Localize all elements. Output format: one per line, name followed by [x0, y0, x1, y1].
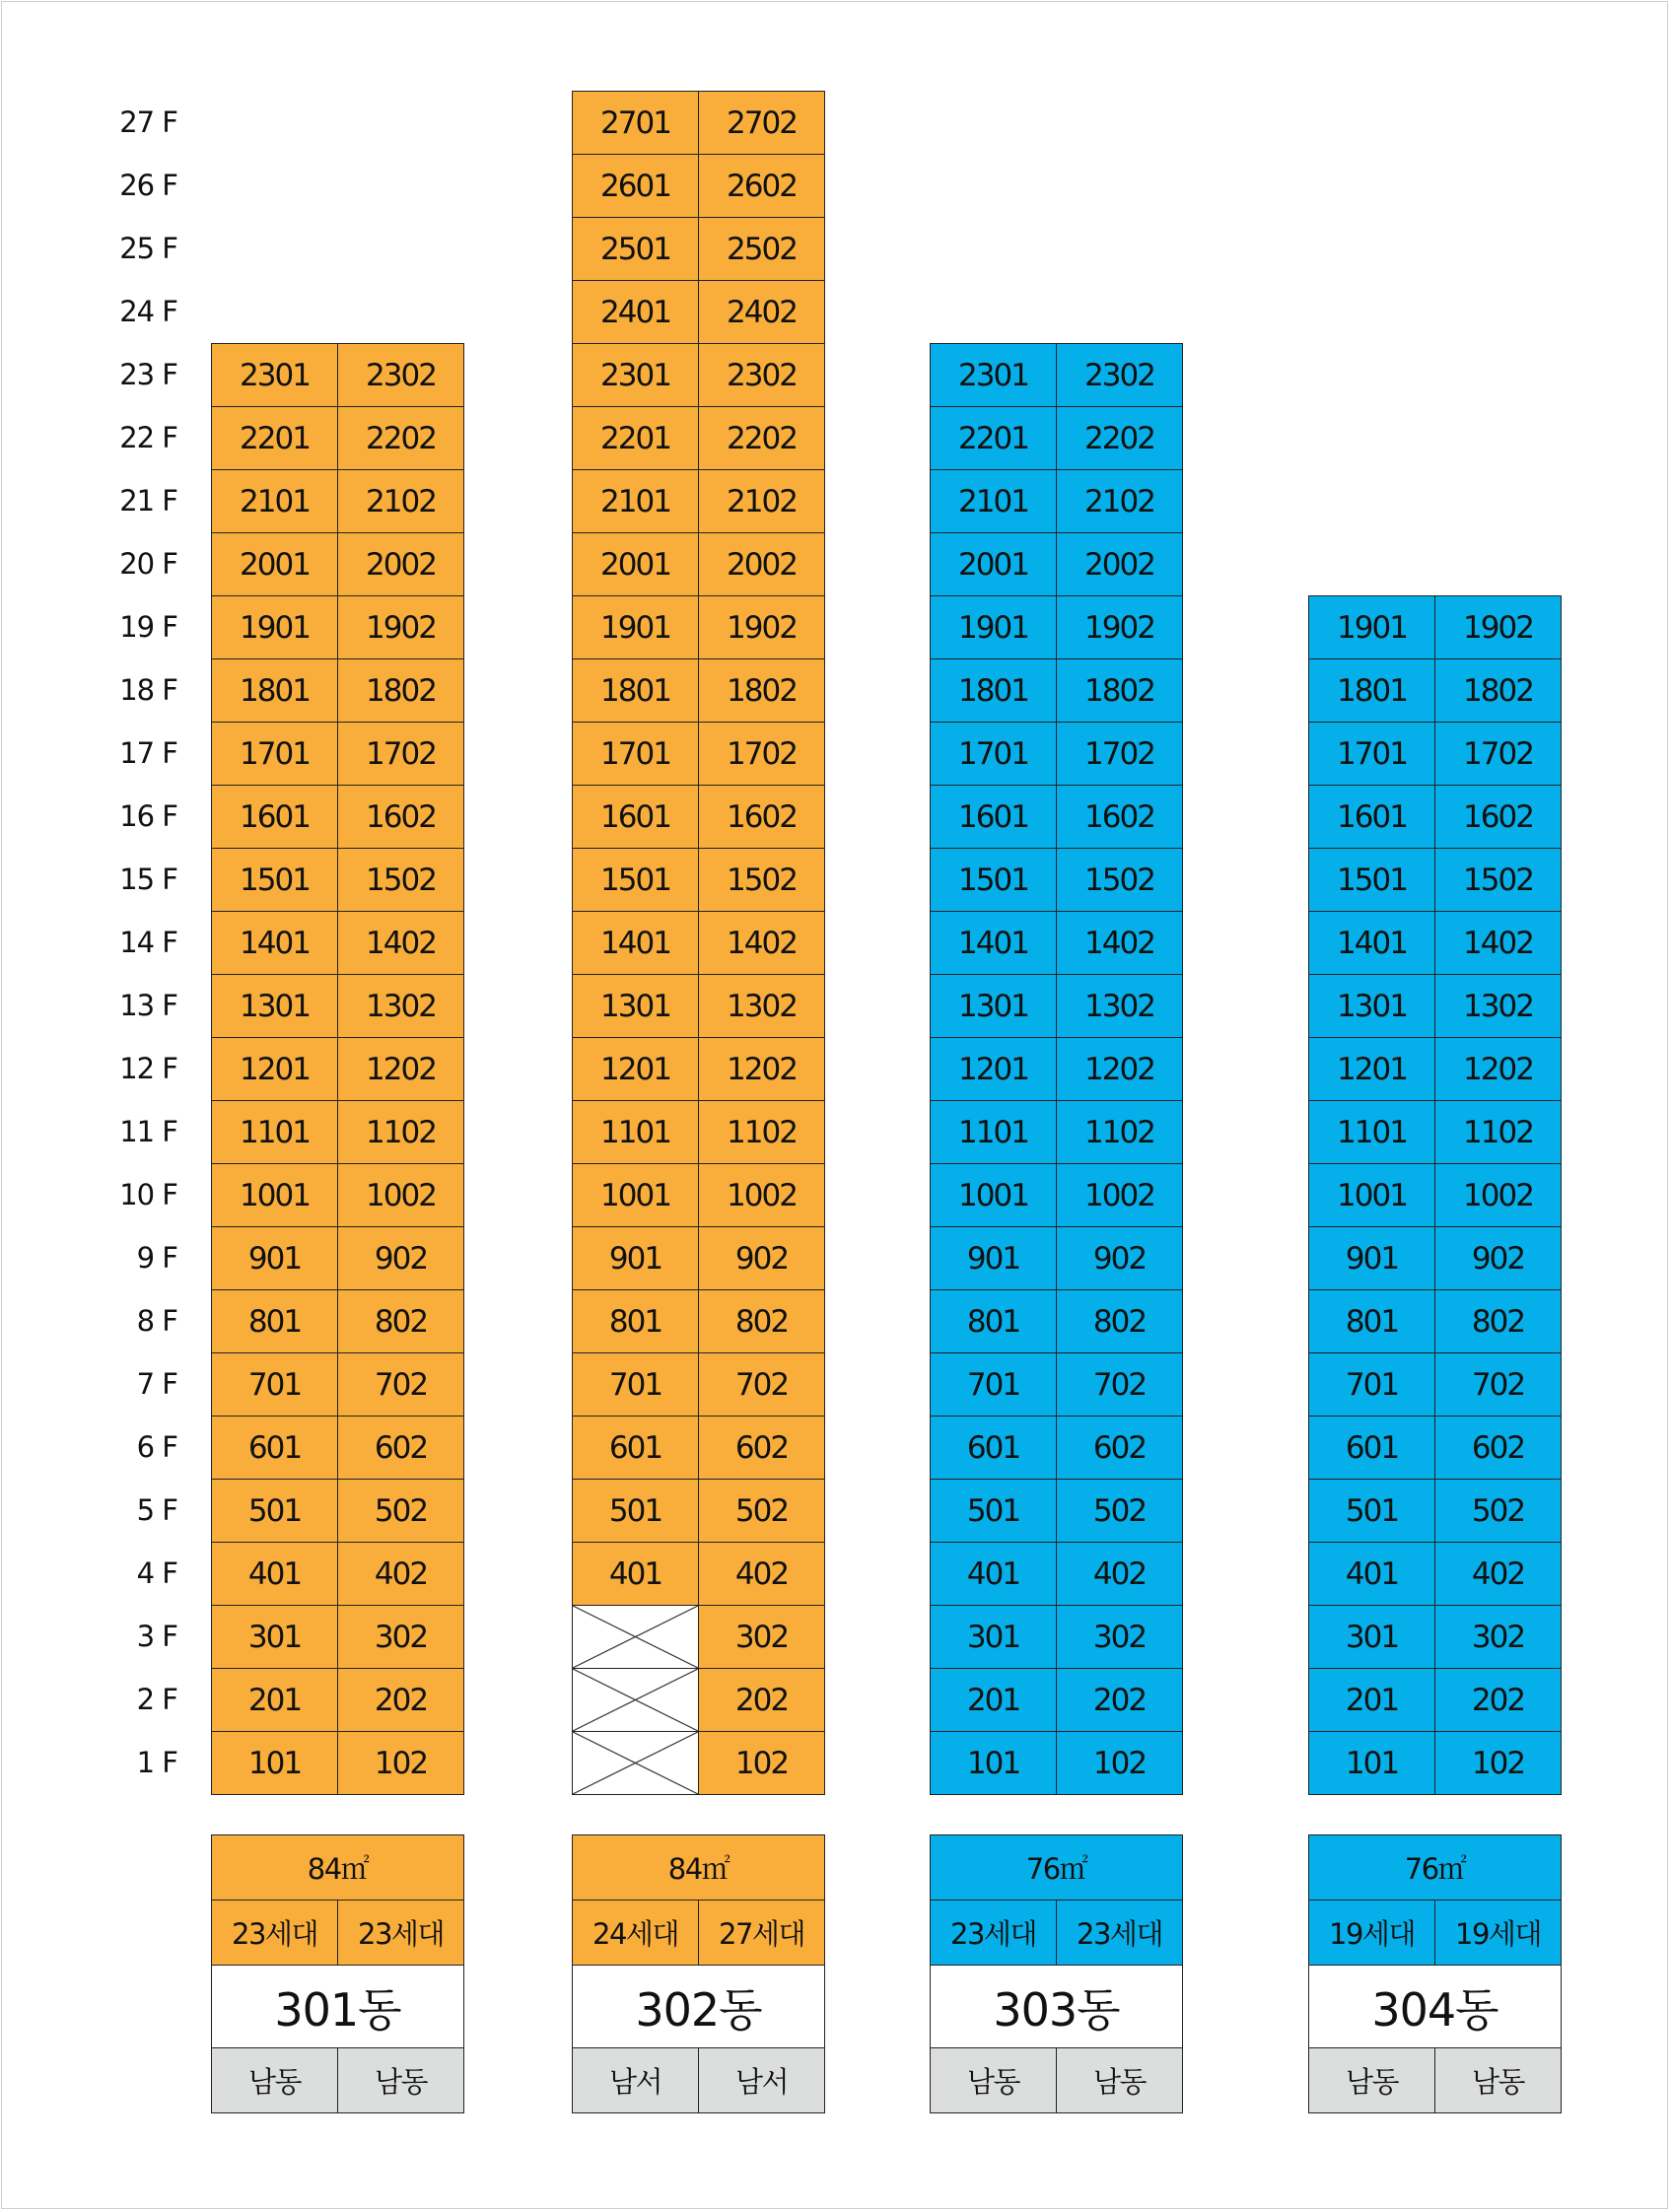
- unit-cell: 1802: [1056, 658, 1183, 723]
- household-count: 23세대: [211, 1900, 338, 1966]
- unit-cell: 1601: [572, 785, 699, 849]
- floor-label: 15 F: [119, 863, 177, 896]
- orientation: 남동: [930, 2047, 1057, 2113]
- orientation: 남동: [1056, 2047, 1183, 2113]
- unit-cell: 2201: [211, 406, 338, 470]
- unit-cell: 2702: [698, 91, 825, 155]
- unit-cell: 1901: [211, 595, 338, 659]
- unit-cell: 401: [930, 1542, 1057, 1606]
- floor-label: 13 F: [119, 989, 177, 1022]
- unit-cell: 901: [572, 1226, 699, 1290]
- floor-label: 2 F: [136, 1683, 177, 1716]
- unit-cell: 1002: [1056, 1163, 1183, 1227]
- unit-cell: 2001: [572, 532, 699, 596]
- unit-cell: 2102: [337, 469, 464, 533]
- unit-cell: 2102: [1056, 469, 1183, 533]
- unit-cell: 1302: [1434, 974, 1562, 1038]
- unit-cell: 202: [337, 1668, 464, 1732]
- floor-label: 25 F: [119, 232, 177, 265]
- unit-cell: 202: [1056, 1668, 1183, 1732]
- unit-cell: 1501: [930, 848, 1057, 912]
- unit-cell: 302: [1434, 1605, 1562, 1669]
- unit-cell: 102: [337, 1731, 464, 1795]
- unit-cell: 2502: [698, 217, 825, 281]
- unit-cell: 701: [572, 1352, 699, 1417]
- unit-cell: 1201: [572, 1037, 699, 1101]
- floor-label: 27 F: [119, 105, 177, 139]
- unit-cell: 502: [1056, 1479, 1183, 1543]
- unit-cell: 2101: [211, 469, 338, 533]
- unit-cell: 1202: [337, 1037, 464, 1101]
- unit-cell: 702: [1434, 1352, 1562, 1417]
- unit-cell: 2302: [1056, 343, 1183, 407]
- crossed-out-icon: [573, 1669, 698, 1731]
- unit-cell: 2301: [211, 343, 338, 407]
- unit-cell: 1201: [1308, 1037, 1435, 1101]
- unit-cell: 1102: [1434, 1100, 1562, 1164]
- unit-cell: 2402: [698, 280, 825, 344]
- unit-cell: 1902: [337, 595, 464, 659]
- unit-cell: 902: [1056, 1226, 1183, 1290]
- unit-cell: 802: [698, 1289, 825, 1353]
- unit-cell: 1202: [1056, 1037, 1183, 1101]
- unit-cell: 1801: [211, 658, 338, 723]
- unit-cell: 901: [1308, 1226, 1435, 1290]
- orientation: 남서: [572, 2047, 699, 2113]
- unit-cell: 1302: [1056, 974, 1183, 1038]
- unit-cell: 1401: [1308, 911, 1435, 975]
- unit-area: 76㎡: [1308, 1834, 1562, 1901]
- unit-cell: 1602: [1434, 785, 1562, 849]
- unit-cell: 1101: [1308, 1100, 1435, 1164]
- unit-cell: 1601: [1308, 785, 1435, 849]
- orientation: 남동: [337, 2047, 464, 2113]
- floor-label: 17 F: [119, 736, 177, 770]
- unit-cell: 601: [211, 1416, 338, 1480]
- floor-label: 10 F: [119, 1178, 177, 1211]
- unit-cell: 1902: [698, 595, 825, 659]
- unit-cell: 502: [698, 1479, 825, 1543]
- unit-cell: 101: [930, 1731, 1057, 1795]
- unit-cell: 1501: [211, 848, 338, 912]
- floor-label: 23 F: [119, 358, 177, 391]
- unit-cell: 2302: [698, 343, 825, 407]
- unit-cell: 2401: [572, 280, 699, 344]
- unit-cell: 402: [337, 1542, 464, 1606]
- unit-cell: 1202: [1434, 1037, 1562, 1101]
- unit-cell: 1901: [930, 595, 1057, 659]
- orientation: 남서: [698, 2047, 825, 2113]
- unit-cell: 1501: [1308, 848, 1435, 912]
- unit-cell: 1002: [698, 1163, 825, 1227]
- floor-label: 8 F: [136, 1304, 177, 1338]
- unit-cell: 1401: [211, 911, 338, 975]
- unit-cell: 1901: [572, 595, 699, 659]
- unit-cell: 1001: [1308, 1163, 1435, 1227]
- unit-cell: 1002: [337, 1163, 464, 1227]
- unit-area: 84㎡: [572, 1834, 825, 1901]
- unit-cell: 1502: [1056, 848, 1183, 912]
- unit-cell: 1301: [930, 974, 1057, 1038]
- floor-label: 6 F: [136, 1430, 177, 1464]
- unit-cell: 902: [1434, 1226, 1562, 1290]
- unit-cell: 1602: [1056, 785, 1183, 849]
- unit-cell: 102: [1056, 1731, 1183, 1795]
- unit-cell: 1601: [930, 785, 1057, 849]
- unit-cell: 501: [572, 1479, 699, 1543]
- orientation: 남동: [1434, 2047, 1562, 2113]
- unit-cell: 401: [1308, 1542, 1435, 1606]
- unit-cell: 1401: [572, 911, 699, 975]
- unit-cell: 2002: [698, 532, 825, 596]
- unit-cell: 2002: [337, 532, 464, 596]
- unit-cell: 901: [930, 1226, 1057, 1290]
- unit-cell: 1202: [698, 1037, 825, 1101]
- unit-cell: 1702: [698, 722, 825, 786]
- household-count: 23세대: [1056, 1900, 1183, 1966]
- unit-cell: 1702: [1434, 722, 1562, 786]
- unit-cell: 1502: [698, 848, 825, 912]
- floor-label: 16 F: [119, 799, 177, 833]
- unit-cell: 902: [337, 1226, 464, 1290]
- unit-cell: 1601: [211, 785, 338, 849]
- unit-cell: 201: [1308, 1668, 1435, 1732]
- unit-cell: 101: [1308, 1731, 1435, 1795]
- unit-cell: 901: [211, 1226, 338, 1290]
- unit-cell: 1101: [211, 1100, 338, 1164]
- floor-label: 19 F: [119, 610, 177, 644]
- unit-cell: 202: [1434, 1668, 1562, 1732]
- unit-cell: 401: [211, 1542, 338, 1606]
- unit-cell: 301: [930, 1605, 1057, 1669]
- empty-unit: [572, 1668, 699, 1732]
- unit-cell: 601: [572, 1416, 699, 1480]
- unit-cell: 2701: [572, 91, 699, 155]
- household-count: 23세대: [930, 1900, 1057, 1966]
- floor-label: 14 F: [119, 926, 177, 959]
- unit-cell: 2602: [698, 154, 825, 218]
- unit-cell: 501: [930, 1479, 1057, 1543]
- building-name: 302동: [572, 1965, 825, 2048]
- floor-label: 26 F: [119, 169, 177, 202]
- floor-label: 24 F: [119, 295, 177, 328]
- unit-cell: 1902: [1056, 595, 1183, 659]
- unit-cell: 701: [1308, 1352, 1435, 1417]
- unit-cell: 2102: [698, 469, 825, 533]
- unit-cell: 2301: [572, 343, 699, 407]
- unit-cell: 2101: [572, 469, 699, 533]
- unit-cell: 602: [337, 1416, 464, 1480]
- unit-cell: 1801: [572, 658, 699, 723]
- unit-cell: 801: [930, 1289, 1057, 1353]
- floor-label: 1 F: [136, 1746, 177, 1779]
- unit-cell: 902: [698, 1226, 825, 1290]
- unit-cell: 302: [698, 1605, 825, 1669]
- unit-cell: 2201: [930, 406, 1057, 470]
- household-count: 19세대: [1308, 1900, 1435, 1966]
- floor-label: 5 F: [136, 1493, 177, 1527]
- floor-label: 22 F: [119, 421, 177, 454]
- floor-label: 18 F: [119, 673, 177, 707]
- unit-cell: 1402: [337, 911, 464, 975]
- unit-cell: 1302: [337, 974, 464, 1038]
- unit-cell: 1301: [1308, 974, 1435, 1038]
- unit-cell: 1001: [211, 1163, 338, 1227]
- floor-label: 21 F: [119, 484, 177, 518]
- unit-cell: 1502: [337, 848, 464, 912]
- unit-cell: 1501: [572, 848, 699, 912]
- unit-cell: 1801: [1308, 658, 1435, 723]
- unit-cell: 1802: [1434, 658, 1562, 723]
- unit-cell: 201: [211, 1668, 338, 1732]
- household-count: 19세대: [1434, 1900, 1562, 1966]
- unit-cell: 2601: [572, 154, 699, 218]
- unit-cell: 1301: [211, 974, 338, 1038]
- unit-cell: 502: [1434, 1479, 1562, 1543]
- unit-cell: 1402: [1434, 911, 1562, 975]
- unit-cell: 1802: [337, 658, 464, 723]
- unit-cell: 601: [1308, 1416, 1435, 1480]
- crossed-out-icon: [573, 1606, 698, 1668]
- unit-cell: 1102: [698, 1100, 825, 1164]
- unit-cell: 2301: [930, 343, 1057, 407]
- unit-cell: 402: [698, 1542, 825, 1606]
- unit-cell: 201: [930, 1668, 1057, 1732]
- floor-label: 20 F: [119, 547, 177, 581]
- household-count: 27세대: [698, 1900, 825, 1966]
- unit-cell: 1201: [930, 1037, 1057, 1101]
- unit-cell: 502: [337, 1479, 464, 1543]
- unit-area: 84㎡: [211, 1834, 464, 1901]
- unit-cell: 802: [1056, 1289, 1183, 1353]
- household-count: 23세대: [337, 1900, 464, 1966]
- household-count: 24세대: [572, 1900, 699, 1966]
- unit-cell: 1602: [698, 785, 825, 849]
- unit-cell: 802: [337, 1289, 464, 1353]
- orientation: 남동: [1308, 2047, 1435, 2113]
- unit-cell: 2101: [930, 469, 1057, 533]
- unit-cell: 501: [1308, 1479, 1435, 1543]
- unit-cell: 1902: [1434, 595, 1562, 659]
- unit-cell: 2001: [930, 532, 1057, 596]
- unit-cell: 2202: [1056, 406, 1183, 470]
- unit-cell: 1801: [930, 658, 1057, 723]
- unit-cell: 1701: [1308, 722, 1435, 786]
- unit-cell: 202: [698, 1668, 825, 1732]
- unit-cell: 1102: [1056, 1100, 1183, 1164]
- unit-cell: 1502: [1434, 848, 1562, 912]
- unit-cell: 1701: [930, 722, 1057, 786]
- unit-cell: 602: [1056, 1416, 1183, 1480]
- unit-cell: 302: [1056, 1605, 1183, 1669]
- unit-cell: 1402: [698, 911, 825, 975]
- floor-label: 11 F: [119, 1115, 177, 1148]
- building-name: 301동: [211, 1965, 464, 2048]
- unit-cell: 1401: [930, 911, 1057, 975]
- unit-cell: 1001: [930, 1163, 1057, 1227]
- unit-cell: 2302: [337, 343, 464, 407]
- unit-cell: 701: [930, 1352, 1057, 1417]
- unit-cell: 1702: [337, 722, 464, 786]
- floor-label: 4 F: [136, 1556, 177, 1590]
- empty-unit: [572, 1605, 699, 1669]
- unit-cell: 601: [930, 1416, 1057, 1480]
- unit-cell: 1602: [337, 785, 464, 849]
- unit-cell: 1101: [572, 1100, 699, 1164]
- unit-cell: 301: [211, 1605, 338, 1669]
- unit-cell: 401: [572, 1542, 699, 1606]
- unit-cell: 301: [1308, 1605, 1435, 1669]
- building-name: 303동: [930, 1965, 1183, 2048]
- unit-cell: 2002: [1056, 532, 1183, 596]
- empty-unit: [572, 1731, 699, 1795]
- crossed-out-icon: [573, 1732, 698, 1794]
- unit-cell: 2001: [211, 532, 338, 596]
- unit-cell: 801: [1308, 1289, 1435, 1353]
- unit-cell: 102: [698, 1731, 825, 1795]
- unit-cell: 1802: [698, 658, 825, 723]
- unit-cell: 1101: [930, 1100, 1057, 1164]
- unit-cell: 702: [698, 1352, 825, 1417]
- unit-cell: 1201: [211, 1037, 338, 1101]
- unit-cell: 801: [211, 1289, 338, 1353]
- unit-cell: 501: [211, 1479, 338, 1543]
- unit-cell: 1402: [1056, 911, 1183, 975]
- unit-cell: 1701: [211, 722, 338, 786]
- floor-label: 7 F: [136, 1367, 177, 1401]
- floor-label: 9 F: [136, 1241, 177, 1275]
- unit-cell: 1302: [698, 974, 825, 1038]
- unit-cell: 1001: [572, 1163, 699, 1227]
- unit-cell: 602: [1434, 1416, 1562, 1480]
- unit-cell: 1901: [1308, 595, 1435, 659]
- unit-cell: 302: [337, 1605, 464, 1669]
- unit-cell: 402: [1056, 1542, 1183, 1606]
- unit-cell: 2202: [698, 406, 825, 470]
- unit-cell: 602: [698, 1416, 825, 1480]
- unit-cell: 2201: [572, 406, 699, 470]
- unit-cell: 2202: [337, 406, 464, 470]
- unit-area: 76㎡: [930, 1834, 1183, 1901]
- unit-cell: 1301: [572, 974, 699, 1038]
- building-name: 304동: [1308, 1965, 1562, 2048]
- unit-cell: 1701: [572, 722, 699, 786]
- unit-cell: 102: [1434, 1731, 1562, 1795]
- unit-cell: 701: [211, 1352, 338, 1417]
- unit-cell: 402: [1434, 1542, 1562, 1606]
- floor-label: 12 F: [119, 1052, 177, 1085]
- unit-cell: 101: [211, 1731, 338, 1795]
- unit-cell: 702: [1056, 1352, 1183, 1417]
- unit-cell: 802: [1434, 1289, 1562, 1353]
- unit-cell: 1002: [1434, 1163, 1562, 1227]
- unit-cell: 1102: [337, 1100, 464, 1164]
- unit-cell: 801: [572, 1289, 699, 1353]
- unit-cell: 1702: [1056, 722, 1183, 786]
- unit-cell: 702: [337, 1352, 464, 1417]
- floor-label: 3 F: [136, 1620, 177, 1653]
- orientation: 남동: [211, 2047, 338, 2113]
- unit-cell: 2501: [572, 217, 699, 281]
